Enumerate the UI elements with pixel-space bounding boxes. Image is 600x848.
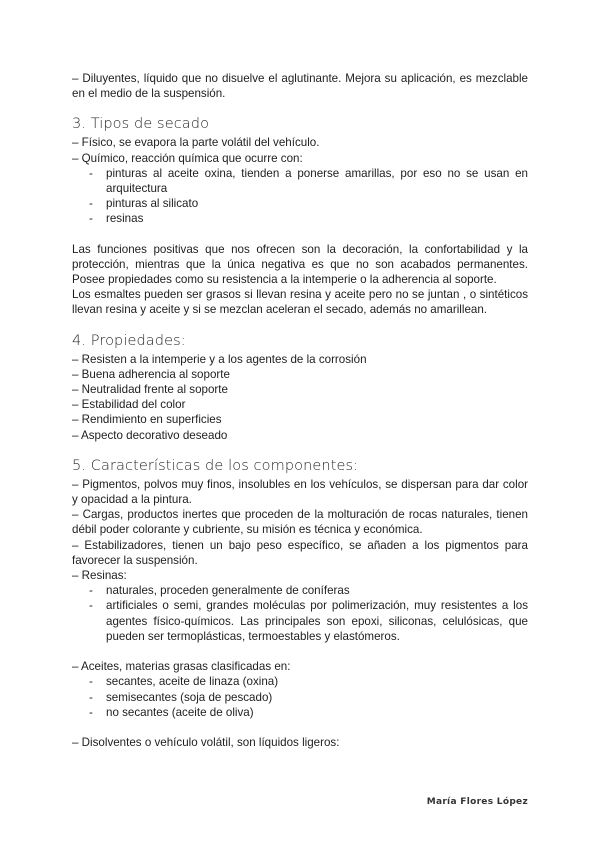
esmaltes-paragraph: Los esmaltes pueden ser grasos si llevan resina y aceite pero no se juntan , o sintéticos llevan resina y aceite y si se mezclan aceleran el secado, además no amarillean. xyxy=(72,288,528,317)
list-item: - secantes, aceite de linaza (oxina) xyxy=(72,674,528,689)
list-item: – Buena adherencia al soporte xyxy=(72,367,230,381)
section-4-heading: 4. Propiedades: xyxy=(72,332,186,349)
aceites-label: – Aceites, materias grasas clasificadas en: xyxy=(72,660,291,674)
estabilizadores-paragraph: – Estabilizadores, tienen un bajo peso específico, se añaden a los pigmentos para favorecer la suspensión. xyxy=(72,538,528,567)
document-body xyxy=(72,71,528,750)
list-item: - artificiales o semi, grandes moléculas por polimerización, muy resistentes a los agentes físico-químicos. Las principales son epoxi, siliconas, celulósicas, que pueden ser termoplásticas, termoestables y elastómeros. xyxy=(72,598,528,644)
list-item: – Rendimiento en superficies xyxy=(72,413,222,427)
secado-quimico: – Químico, reacción química que ocurre con: xyxy=(72,151,303,165)
list-item: – Resisten a la intemperie y a los agentes de la corrosión xyxy=(72,352,367,366)
aceites-list xyxy=(72,674,528,720)
disolventes-paragraph: – Disolventes o vehículo volátil, son líquidos ligeros: xyxy=(72,735,340,749)
author-signature: María Flores López xyxy=(426,797,528,807)
secado-quimico-list xyxy=(72,166,528,227)
section-5-heading: 5. Características de los componentes: xyxy=(72,457,359,474)
resinas-list xyxy=(72,583,528,644)
list-item: - naturales, proceden generalmente de coníferas xyxy=(72,583,528,598)
intro-paragraph: – Diluyentes, líquido que no disuelve el aglutinante. Mejora su aplicación, es mezclable en el medio de la suspensión. xyxy=(72,72,528,101)
list-item: - pinturas al aceite oxina, tienden a ponerse amarillas, por eso no se usan en arquitectura xyxy=(72,166,528,196)
list-item: - semisecantes (soja de pescado) xyxy=(72,690,528,705)
list-item: – Aspecto decorativo deseado xyxy=(72,428,228,442)
pigmentos-paragraph: – Pigmentos, polvos muy finos, insolubles en los vehículos, se dispersan para dar color y opacidad a la pintura. xyxy=(72,477,528,507)
propiedades-list xyxy=(72,352,528,443)
list-item: – Neutralidad frente al soporte xyxy=(72,383,228,397)
funciones-paragraph: Las funciones positivas que nos ofrecen son la decoración, la confortabilidad y la protección, mientras que la única negativa es que no son acabados permanentes. Posee propiedades como su resistencia a la intemperie o la adherencia al soporte. xyxy=(72,242,528,287)
section-3-heading: 3. Tipos de secado xyxy=(72,116,210,133)
list-item: - resinas xyxy=(72,211,528,226)
list-item: - no secantes (aceite de oliva) xyxy=(72,705,528,720)
secado-fisico: – Físico, se evapora la parte volátil del vehículo. xyxy=(72,136,320,150)
cargas-paragraph: – Cargas, productos inertes que proceden de la molturación de rocas naturales, tienen débil poder colorante y cubriente, su misión es técnica y económica. xyxy=(72,508,528,537)
list-item: – Estabilidad del color xyxy=(72,398,186,412)
list-item: - pinturas al silicato xyxy=(72,196,528,211)
resinas-label: – Resinas: xyxy=(72,569,127,583)
